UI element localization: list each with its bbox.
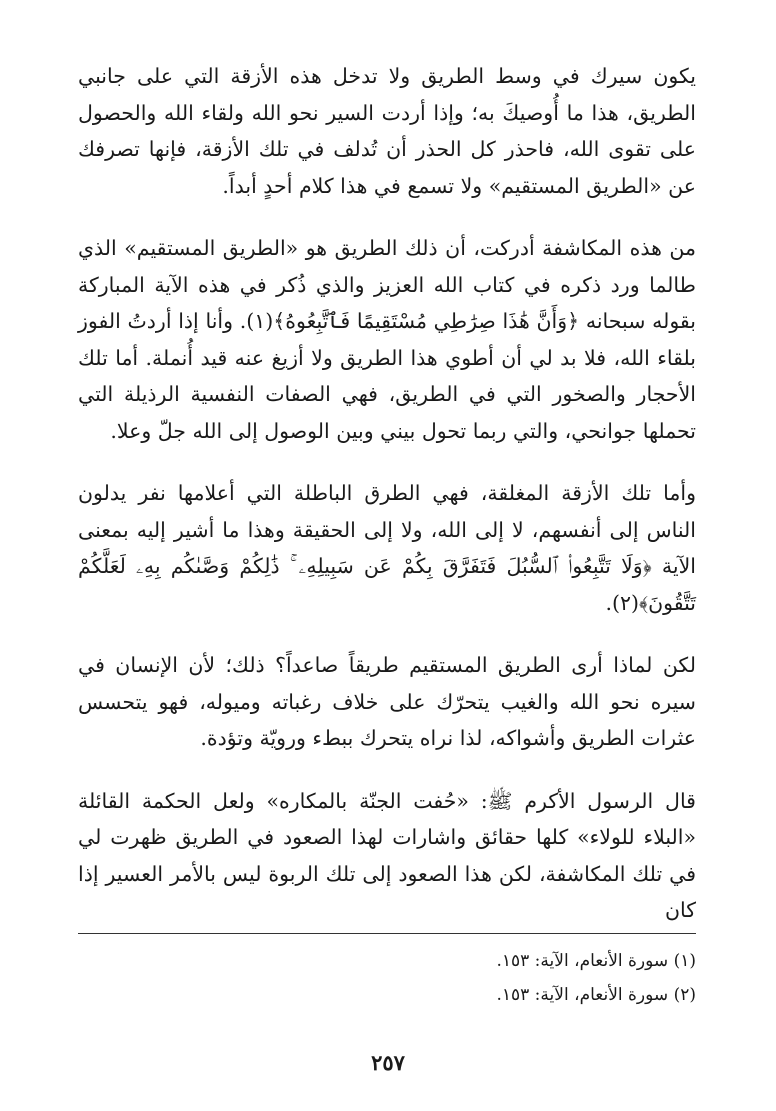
footnotes <box>78 944 696 1012</box>
main-text <box>78 58 696 929</box>
paragraph-2: من هذه المكاشفة أدركت، أن ذلك الطريق هو «الطريق المستقيم» الذي طالما ورد ذكره في كتاب الله العزيز والذي ذُكر في هذه الآية المباركة بقوله سبحانه ﴿وَأَنَّ هَٰذَا صِرَٰطِي مُسْتَقِيمًا فَٱتَّبِعُوهُ﴾(١). وأنا إذا أردتُ الفوز بلقاء الله، فلا بد لي أن أطوي هذا الطريق ولا أزيغ عنه قيد أُنملة. أما تلك الأحجار والصخور التي في الطريق، فهي الصفات النفسية الرذيلة التي تحملها جوانحي، والتي ربما تحول بيني وبين الوصول إلى الله جلّ وعلا. <box>78 236 696 443</box>
footnote-1: (١) سورة الأنعام، الآية: ١٥٣. <box>496 951 696 971</box>
paragraph-1: يكون سيرك في وسط الطريق ولا تدخل هذه الأزقة التي على جانبي الطريق، هذا ما أُوصيكَ به؛ وإذا أردت السير نحو الله ولقاء الله والحصول على تقوى الله، فاحذر كل الحذر أن تُدلف في تلك الأزقة، فإنها تصرفك عن «الطريق المستقيم» ولا تسمع في هذا كلام أحدٍ أبداً. <box>78 64 696 198</box>
footnote-2: (٢) سورة الأنعام، الآية: ١٥٣. <box>496 985 696 1005</box>
paragraph-3: وأما تلك الأزقة المغلقة، فهي الطرق الباطلة التي أعلامها نفر يدلون الناس إلى أنفسهم، لا إلى الله، ولا إلى الحقيقة وهذا ما أشير إليه بمعنى الآية ﴿وَلَا تَتَّبِعُوا۟ ٱلسُّبُلَ فَتَفَرَّقَ بِكُمْ عَن سَبِيلِهِۦ ۚ ذَٰلِكُمْ وَصَّىٰكُم بِهِۦ لَعَلَّكُمْ تَتَّقُونَ﴾(٢). <box>78 481 696 615</box>
page-number: ٢٥٧ <box>371 1050 405 1075</box>
paragraph-4: لكن لماذا أرى الطريق المستقيم طريقاً صاعداً؟ ذلك؛ لأن الإنسان في سيره نحو الله والغيب يتحرّك على خلاف رغباته وميوله، فهو يتحسس عثرات الطريق وأشواكه، لذا نراه يتحرك ببطء ورويّة وتؤدة. <box>78 653 696 750</box>
footnote-separator <box>78 933 696 934</box>
paragraph-5: قال الرسول الأكرم ﷺ: «حُفت الجنّة بالمكاره» ولعل الحكمة القائلة «البلاء للولاء» كلها حقائق واشارات لهذا الصعود في الطريق ظهرت لي في تلك المكاشفة، لكن هذا الصعود إلى تلك الربوة ليس بالأمر العسير إذا كان <box>78 788 696 922</box>
